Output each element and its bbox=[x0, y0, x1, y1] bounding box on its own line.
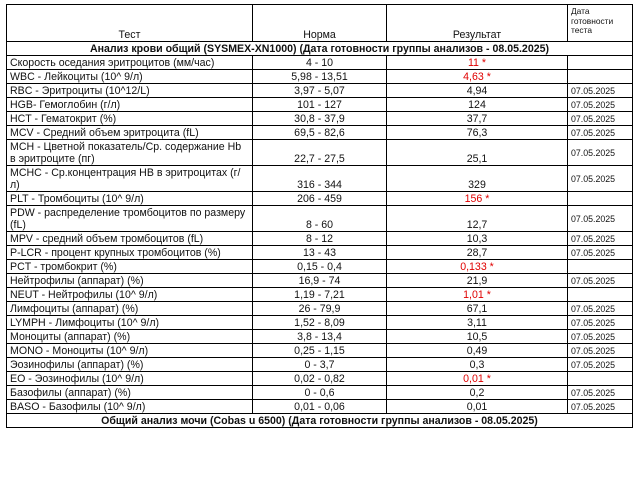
test-name: Лимфоциты (аппарат) (%) bbox=[7, 302, 253, 316]
ready-date bbox=[568, 260, 633, 274]
ready-date: 07.05.2025 bbox=[568, 166, 633, 192]
test-name: BASO - Базофилы (10^ 9/л) bbox=[7, 400, 253, 414]
result-value: 3,11 bbox=[387, 316, 568, 330]
result-value: 37,7 bbox=[387, 112, 568, 126]
section-urine-title: Общий анализ мочи (Cobas u 6500) (Дата готовности группы анализов - 08.05.2025) bbox=[7, 414, 633, 428]
norm-value: 22,7 - 27,5 bbox=[253, 140, 387, 166]
result-value: 28,7 bbox=[387, 246, 568, 260]
ready-date bbox=[568, 288, 633, 302]
test-name: Эозинофилы (аппарат) (%) bbox=[7, 358, 253, 372]
ready-date bbox=[568, 372, 633, 386]
table-row bbox=[7, 70, 633, 84]
test-name: MPV - средний объем тромбоцитов (fL) bbox=[7, 232, 253, 246]
norm-value: 69,5 - 82,6 bbox=[253, 126, 387, 140]
norm-value: 0,15 - 0,4 bbox=[253, 260, 387, 274]
norm-value: 0,01 - 0,06 bbox=[253, 400, 387, 414]
table-row bbox=[7, 232, 633, 246]
test-name: LYMPH - Лимфоциты (10^ 9/л) bbox=[7, 316, 253, 330]
result-value: 67,1 bbox=[387, 302, 568, 316]
test-name: HGB- Гемоглобин (г/л) bbox=[7, 98, 253, 112]
header-date: Дата готовности теста bbox=[568, 5, 633, 42]
test-name: HCT - Гематокрит (%) bbox=[7, 112, 253, 126]
norm-value: 206 - 459 bbox=[253, 192, 387, 206]
test-name: PLT - Тромбоциты (10^ 9/л) bbox=[7, 192, 253, 206]
ready-date bbox=[568, 56, 633, 70]
table-row bbox=[7, 358, 633, 372]
header-norm: Норма bbox=[253, 5, 387, 42]
ready-date: 07.05.2025 bbox=[568, 246, 633, 260]
test-name: MCV - Средний объем эритроцита (fL) bbox=[7, 126, 253, 140]
ready-date: 07.05.2025 bbox=[568, 330, 633, 344]
ready-date: 07.05.2025 bbox=[568, 98, 633, 112]
result-value: 156 * bbox=[387, 192, 568, 206]
ready-date: 07.05.2025 bbox=[568, 112, 633, 126]
result-value: 76,3 bbox=[387, 126, 568, 140]
test-name: WBC - Лейкоциты (10^ 9/л) bbox=[7, 70, 253, 84]
norm-value: 3,8 - 13,4 bbox=[253, 330, 387, 344]
norm-value: 0 - 3,7 bbox=[253, 358, 387, 372]
result-value: 11 * bbox=[387, 56, 568, 70]
result-value: 10,3 bbox=[387, 232, 568, 246]
table-row bbox=[7, 84, 633, 98]
result-value: 0,01 bbox=[387, 400, 568, 414]
table-row bbox=[7, 98, 633, 112]
test-name: Нейтрофилы (аппарат) (%) bbox=[7, 274, 253, 288]
norm-value: 0 - 0,6 bbox=[253, 386, 387, 400]
section-blood-title: Анализ крови общий (SYSMEX-XN1000) (Дата готовности группы анализов - 08.05.2025) bbox=[7, 42, 633, 56]
test-name: Скорость оседания эритроцитов (мм/час) bbox=[7, 56, 253, 70]
ready-date: 07.05.2025 bbox=[568, 232, 633, 246]
section-blood-header bbox=[7, 42, 633, 56]
norm-value: 8 - 60 bbox=[253, 206, 387, 232]
table-row bbox=[7, 260, 633, 274]
table-row bbox=[7, 166, 633, 192]
result-value: 0,3 bbox=[387, 358, 568, 372]
table-row bbox=[7, 400, 633, 414]
norm-value: 0,25 - 1,15 bbox=[253, 344, 387, 358]
header-test: Тест bbox=[7, 5, 253, 42]
test-name: EO - Эозинофилы (10^ 9/л) bbox=[7, 372, 253, 386]
table-row bbox=[7, 140, 633, 166]
table-row bbox=[7, 330, 633, 344]
table-row bbox=[7, 274, 633, 288]
ready-date: 07.05.2025 bbox=[568, 84, 633, 98]
ready-date: 07.05.2025 bbox=[568, 386, 633, 400]
table-row bbox=[7, 112, 633, 126]
table-row bbox=[7, 316, 633, 330]
norm-value: 3,97 - 5,07 bbox=[253, 84, 387, 98]
result-value: 0,01 * bbox=[387, 372, 568, 386]
norm-value: 13 - 43 bbox=[253, 246, 387, 260]
result-value: 10,5 bbox=[387, 330, 568, 344]
ready-date: 07.05.2025 bbox=[568, 140, 633, 166]
ready-date: 07.05.2025 bbox=[568, 274, 633, 288]
ready-date bbox=[568, 70, 633, 84]
result-value: 329 bbox=[387, 166, 568, 192]
test-name: RBC - Эритроциты (10^12/L) bbox=[7, 84, 253, 98]
table-row bbox=[7, 56, 633, 70]
test-name: P-LCR - процент крупных тромбоцитов (%) bbox=[7, 246, 253, 260]
header-result: Результат bbox=[387, 5, 568, 42]
ready-date: 07.05.2025 bbox=[568, 344, 633, 358]
test-name: MCH - Цветной показатель/Ср. содержание Hb в эритроците (пг) bbox=[7, 140, 253, 166]
norm-value: 8 - 12 bbox=[253, 232, 387, 246]
norm-value: 5,98 - 13,51 bbox=[253, 70, 387, 84]
ready-date: 07.05.2025 bbox=[568, 400, 633, 414]
test-name: PDW - распределение тромбоцитов по размеру (fL) bbox=[7, 206, 253, 232]
table-row bbox=[7, 302, 633, 316]
table-row bbox=[7, 246, 633, 260]
ready-date bbox=[568, 192, 633, 206]
norm-value: 316 - 344 bbox=[253, 166, 387, 192]
lab-results-table bbox=[6, 4, 633, 428]
result-value: 4,63 * bbox=[387, 70, 568, 84]
norm-value: 16,9 - 74 bbox=[253, 274, 387, 288]
ready-date: 07.05.2025 bbox=[568, 302, 633, 316]
table-row bbox=[7, 344, 633, 358]
table-row bbox=[7, 372, 633, 386]
table-row bbox=[7, 288, 633, 302]
ready-date: 07.05.2025 bbox=[568, 358, 633, 372]
result-value: 12,7 bbox=[387, 206, 568, 232]
test-name: NEUT - Нейтрофилы (10^ 9/л) bbox=[7, 288, 253, 302]
result-value: 0,49 bbox=[387, 344, 568, 358]
norm-value: 1,52 - 8,09 bbox=[253, 316, 387, 330]
section-urine-header bbox=[7, 414, 633, 428]
result-value: 25,1 bbox=[387, 140, 568, 166]
norm-value: 101 - 127 bbox=[253, 98, 387, 112]
result-value: 124 bbox=[387, 98, 568, 112]
test-name: MCHC - Ср.концентрация НВ в эритроцитах (г/л) bbox=[7, 166, 253, 192]
norm-value: 0,02 - 0,82 bbox=[253, 372, 387, 386]
norm-value: 1,19 - 7,21 bbox=[253, 288, 387, 302]
test-name: MONO - Моноциты (10^ 9/л) bbox=[7, 344, 253, 358]
table-row bbox=[7, 206, 633, 232]
test-name: Базофилы (аппарат) (%) bbox=[7, 386, 253, 400]
header-row bbox=[7, 5, 633, 42]
result-value: 1,01 * bbox=[387, 288, 568, 302]
table-row bbox=[7, 386, 633, 400]
norm-value: 30,8 - 37,9 bbox=[253, 112, 387, 126]
ready-date: 07.05.2025 bbox=[568, 206, 633, 232]
ready-date: 07.05.2025 bbox=[568, 316, 633, 330]
ready-date: 07.05.2025 bbox=[568, 126, 633, 140]
norm-value: 4 - 10 bbox=[253, 56, 387, 70]
test-name: Моноциты (аппарат) (%) bbox=[7, 330, 253, 344]
table-row bbox=[7, 126, 633, 140]
result-value: 21,9 bbox=[387, 274, 568, 288]
table-row bbox=[7, 192, 633, 206]
result-value: 0,2 bbox=[387, 386, 568, 400]
result-value: 0,133 * bbox=[387, 260, 568, 274]
result-value: 4,94 bbox=[387, 84, 568, 98]
test-name: PCT - тромбокрит (%) bbox=[7, 260, 253, 274]
norm-value: 26 - 79,9 bbox=[253, 302, 387, 316]
results-body bbox=[7, 5, 633, 428]
